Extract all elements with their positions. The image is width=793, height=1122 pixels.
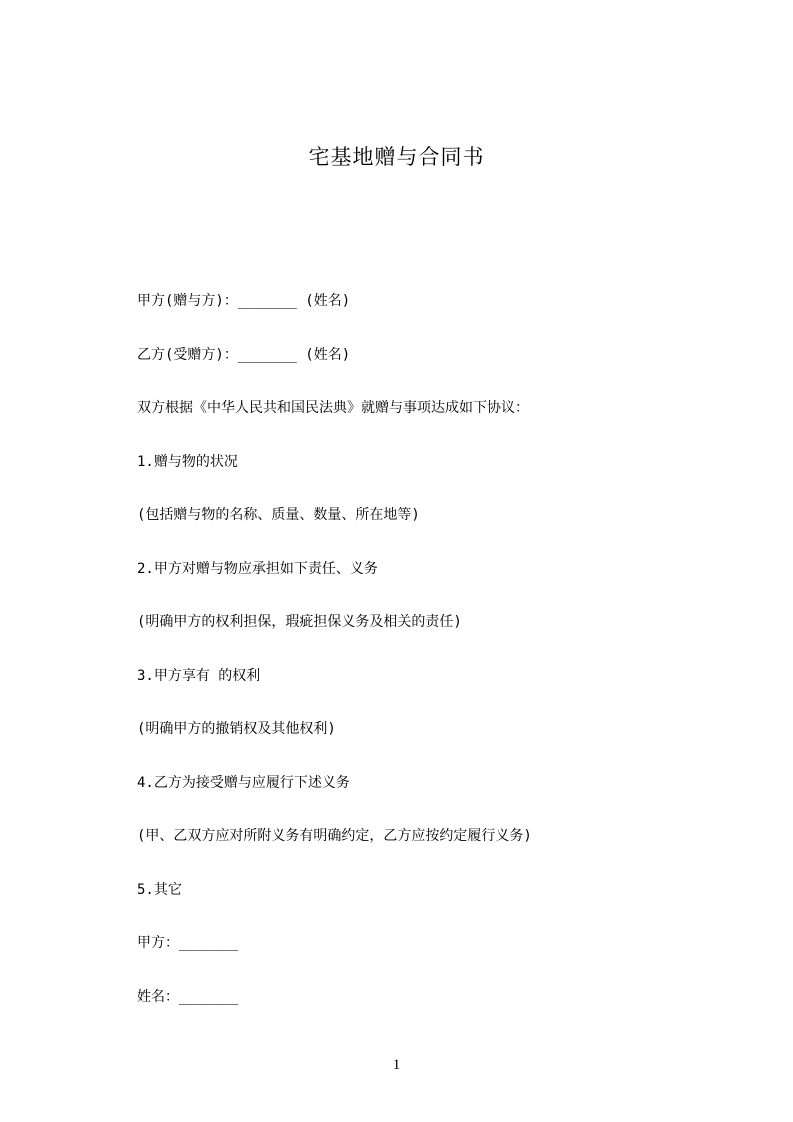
clause-4-heading: 4.乙方为接受赠与应履行下述义务: [137, 774, 350, 791]
clause-5-heading: 5.其它: [137, 881, 182, 898]
clause-4-note: (甲、乙双方应对所附义务有明确约定，乙方应按约定履行义务): [137, 828, 532, 844]
clause-2-note: (明确甲方的权利担保，瑕疵担保义务及相关的责任): [137, 614, 462, 630]
party-a-donor-line: 甲方(赠与方)：_______ (姓名): [137, 293, 351, 309]
clause-1-heading: 1.赠与物的状况: [137, 453, 238, 470]
page-number: 1: [392, 1057, 401, 1073]
document-title: 宅基地赠与合同书: [308, 145, 485, 169]
document-body: [137, 287, 697, 1036]
signature-party-a-line: 甲方：_______: [137, 935, 239, 951]
party-b-donee-line: 乙方(受赠方)：_______ (姓名): [137, 346, 351, 363]
clause-3-heading: 3.甲方享有 的权利: [137, 667, 261, 684]
clause-2-heading: 2.甲方对赠与物应承担如下责任、义务: [137, 560, 378, 577]
clause-3-note: (明确甲方的撤销权及其他权利): [137, 721, 336, 737]
clause-1-note: (包括赠与物的名称、质量、数量、所在地等): [137, 507, 420, 523]
signature-name-line: 姓名：_______: [137, 988, 239, 1005]
agreement-intro-line: 双方根据《中华人民共和国民法典》就赠与事项达成如下协议：: [137, 400, 529, 416]
